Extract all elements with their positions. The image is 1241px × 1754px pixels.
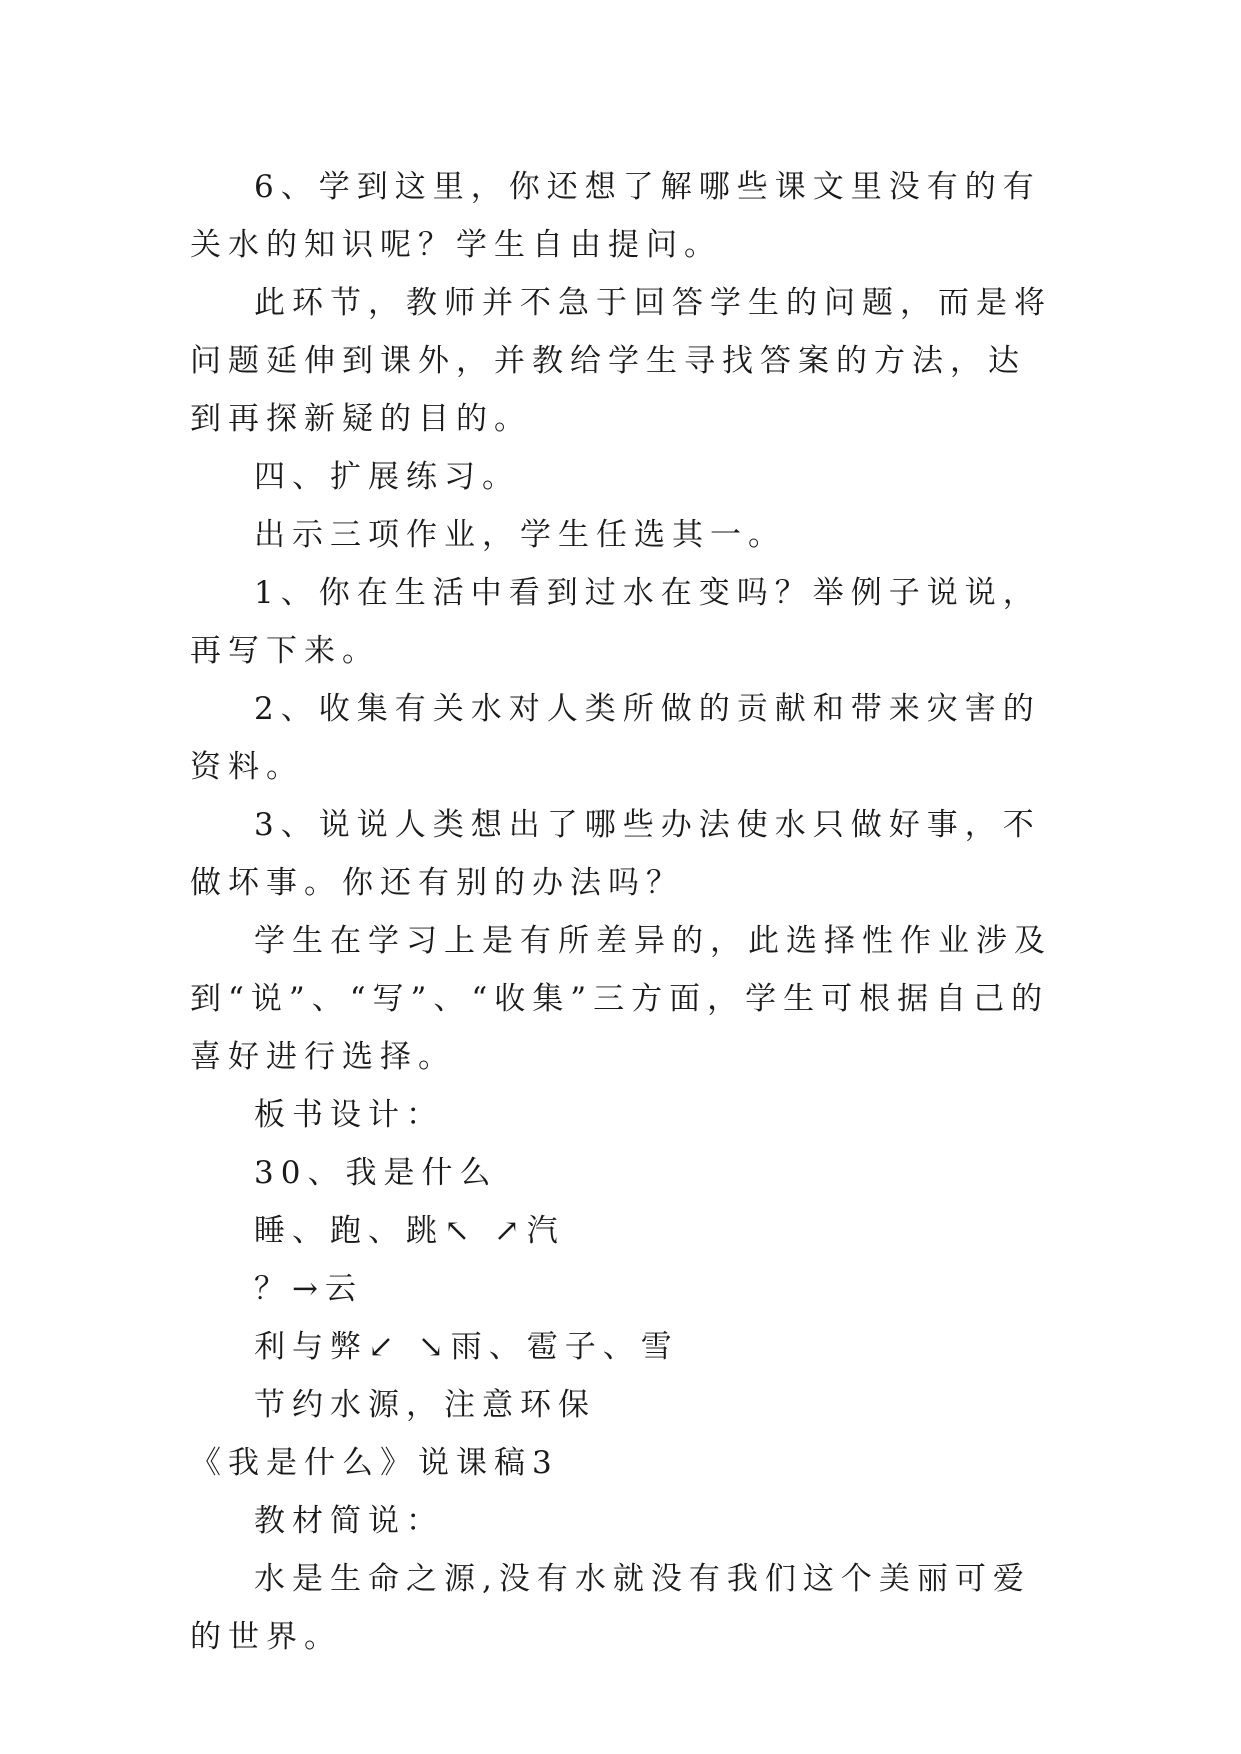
homework-item-2: 2、收集有关水对人类所做的贡献和带来灾害的资料。	[190, 691, 1041, 785]
blackboard-line-rain: 利与弊↙ ↘雨、雹子、雪	[254, 1329, 679, 1365]
blackboard-line-cloud: ？→云	[254, 1271, 363, 1307]
paragraph-water-source: 水是生命之源,没有水就没有我们这个美丽可爱的世界。	[190, 1561, 1031, 1655]
heading-textbook-intro: 教材简说：	[254, 1503, 444, 1539]
blackboard-line-conserve: 节约水源，注意环保	[254, 1387, 596, 1423]
homework-item-3: 3、说说人类想出了哪些办法使水只做好事，不做坏事。你还有别的办法吗？	[190, 807, 1041, 901]
paragraph-homework-note: 学生在学习上是有所差异的，此选择性作业涉及到“说”、“写”、“收集”三方面，学生可根据自己的喜好进行选择。	[190, 923, 1052, 1075]
heading-extension-exercises: 四、扩展练习。	[254, 459, 520, 495]
document-body	[190, 158, 1060, 1666]
heading-blackboard-design: 板书设计：	[254, 1097, 444, 1133]
paragraph-homework-intro: 出示三项作业，学生任选其一。	[254, 517, 786, 553]
paragraph-question-6: 6、学到这里，你还想了解哪些课文里没有的有关水的知识呢？学生自由提问。	[190, 169, 1041, 263]
blackboard-line-steam: 睡、跑、跳↖ ↗汽	[254, 1213, 565, 1249]
blackboard-line-title: 30、我是什么	[254, 1155, 498, 1191]
section-title-lecture-3: 《我是什么》说课稿3	[190, 1445, 559, 1481]
homework-item-1: 1、你在生活中看到过水在变吗？举例子说说，再写下来。	[190, 575, 1041, 669]
paragraph-teacher-note: 此环节，教师并不急于回答学生的问题，而是将问题延伸到课外，并教给学生寻找答案的方法，达到再探新疑的目的。	[190, 285, 1052, 437]
